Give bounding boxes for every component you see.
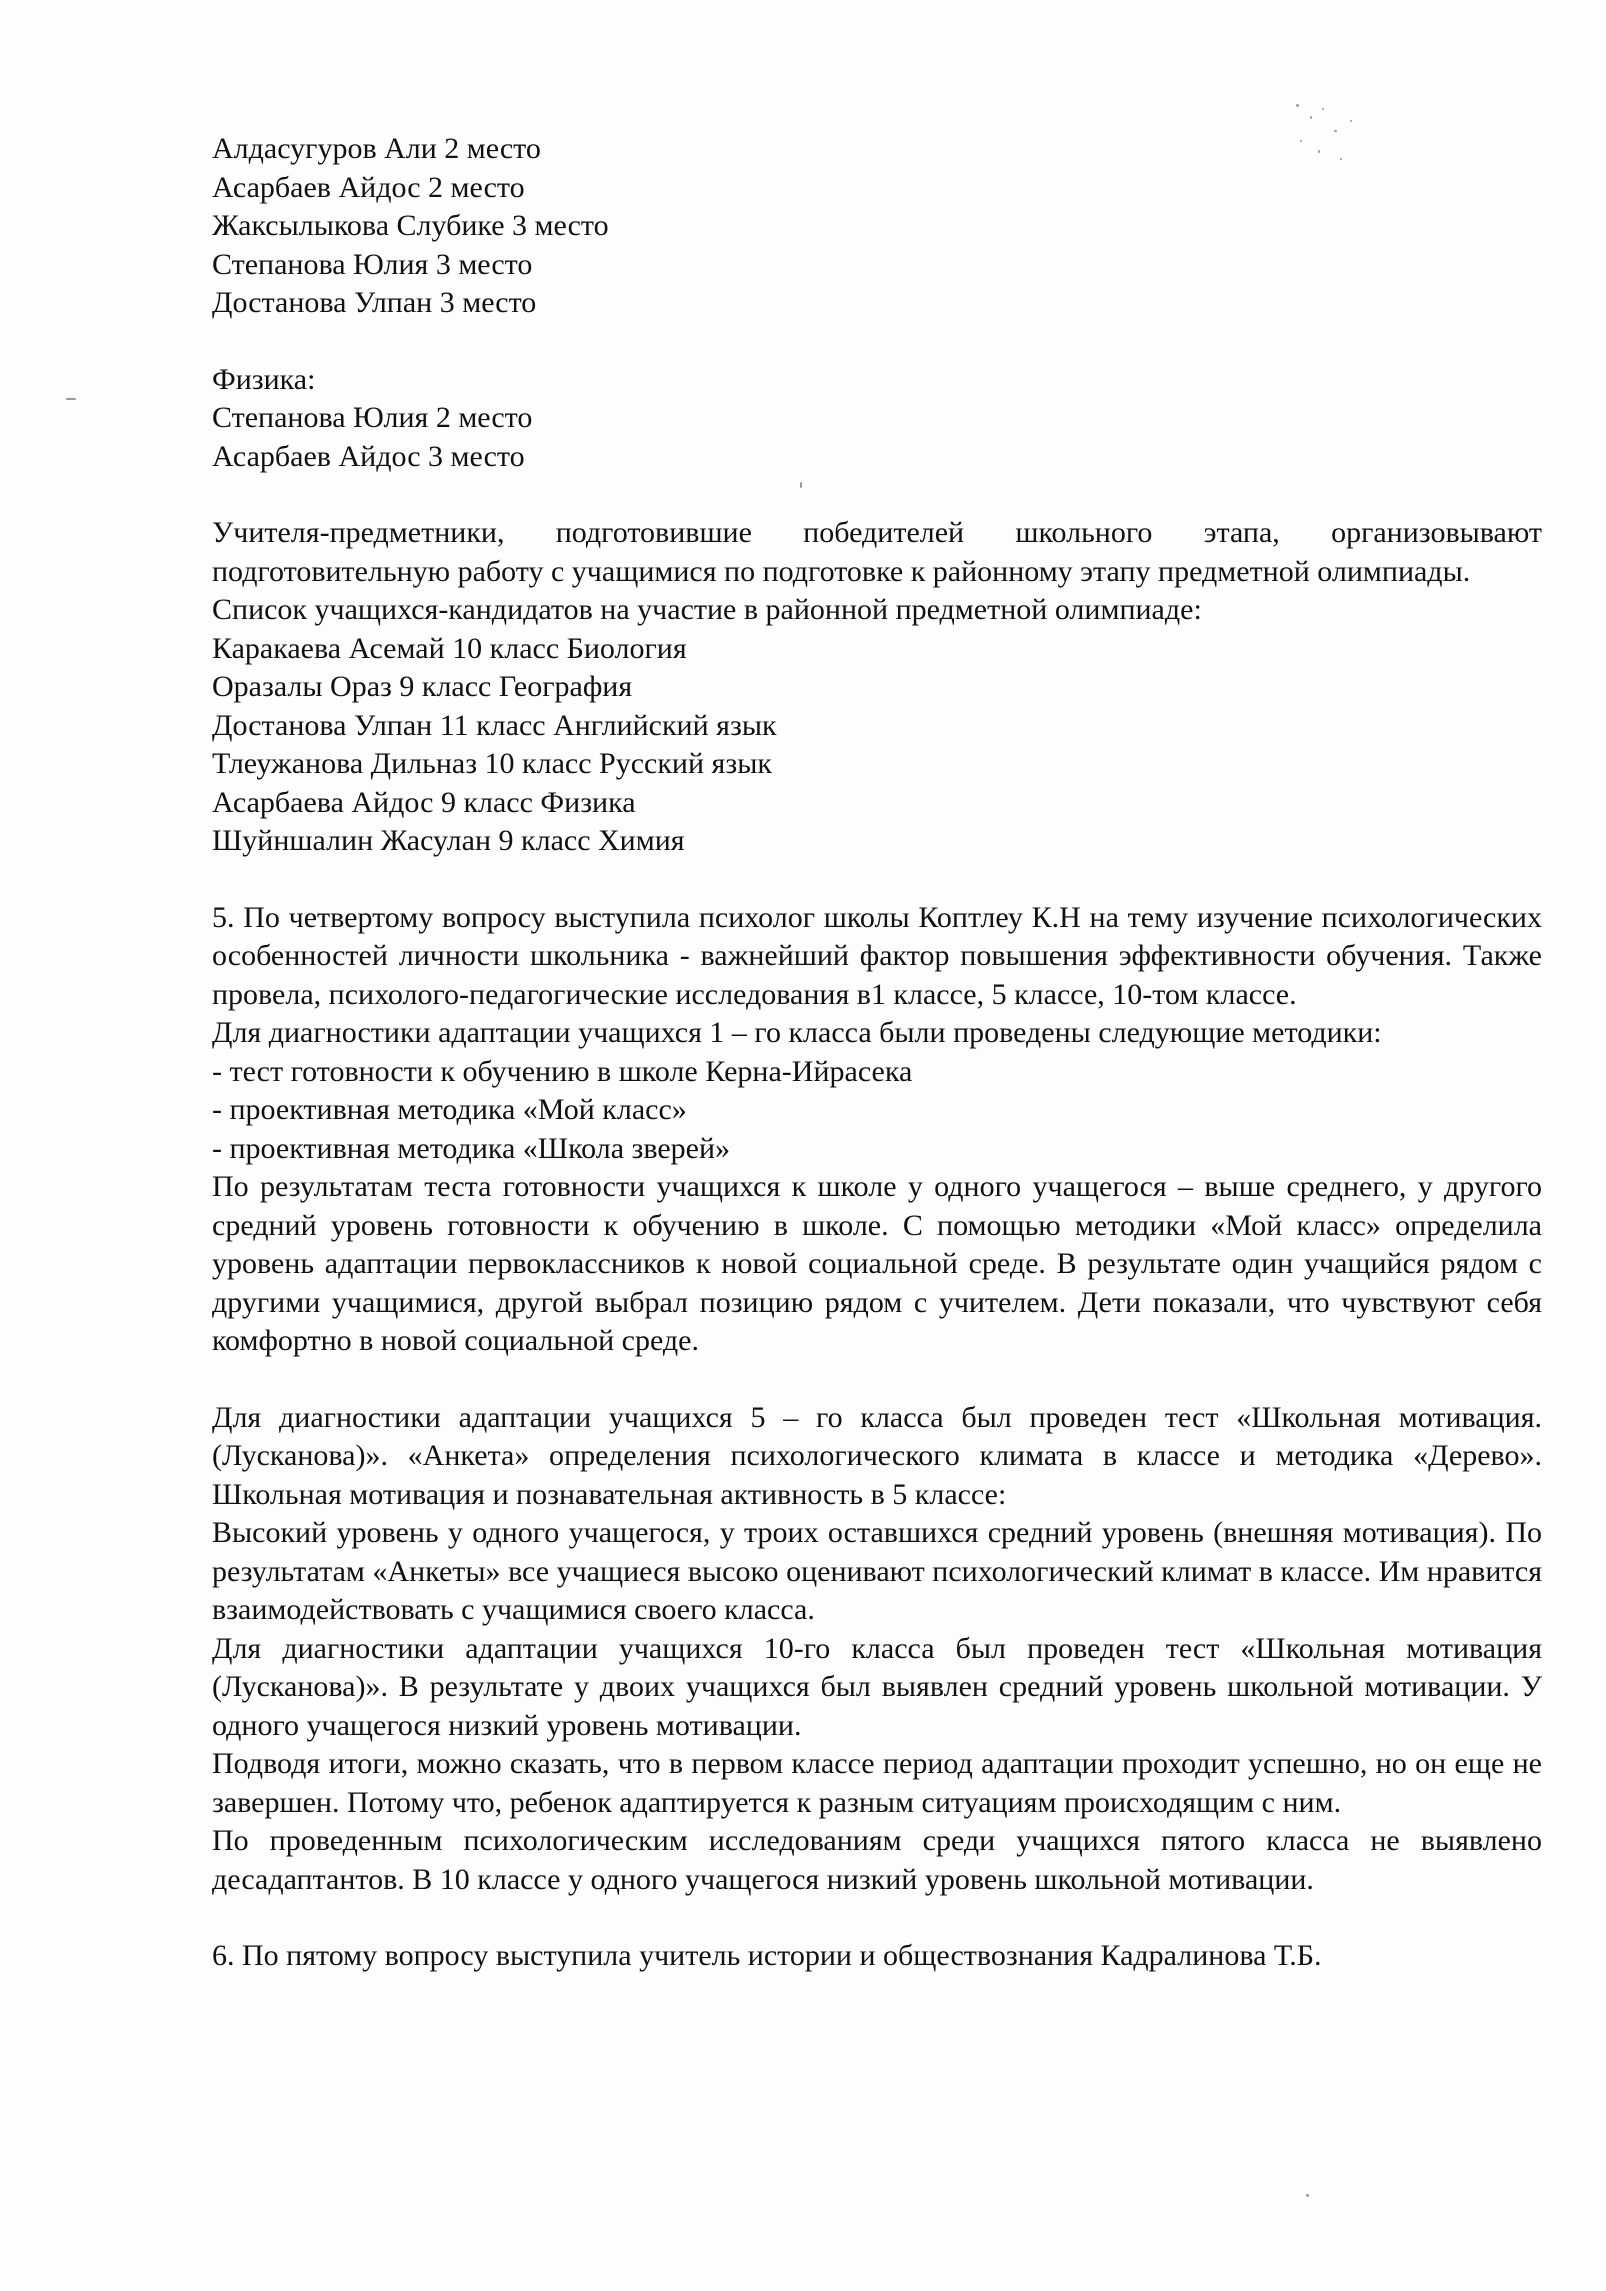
winner-entry: Асарбаев Айдос 2 место (212, 170, 525, 204)
document-body (212, 130, 1542, 1976)
candidates-heading: Список учащихся-кандидатов на участие в районной предметной олимпиаде: (212, 593, 1202, 626)
spacer (212, 476, 1542, 514)
spacer (212, 323, 1542, 361)
section-6: 6. По пятому вопросу выступила учитель истории и обществознания Кадралинова Т.Б. (212, 1939, 1322, 1972)
physics-heading: Физика: (212, 362, 316, 396)
winner-entry: Алдасугуров Али 2 место (212, 132, 541, 165)
winners-list (212, 130, 1542, 323)
candidate-entry: Достанова Улпан 11 класс Английский язык (212, 708, 777, 742)
summary-paragraph: Подводя итоги, можно сказать, что в первом классе период адаптации проходит успешно, но он еще не завершен. Потому что, ребенок адаптируется к разным ситуациям происходящим с ним. (212, 1747, 1542, 1819)
winner-entry: Достанова Улпан 3 место (212, 286, 537, 319)
methods-heading: Для диагностики адаптации учащихся 1 – го класса были проведены следующие методики: (212, 1016, 1382, 1049)
winner-entry: Жаксылыкова Слубике 3 место (212, 209, 609, 242)
scan-mark-left (66, 398, 76, 400)
winner-entry: Асарбаев Айдос 3 место (212, 439, 525, 473)
section-5 (212, 899, 1542, 1900)
candidate-entry: Тлеужанова Дильназ 10 класс Русский язык (212, 747, 772, 780)
grade1-results: По результатам теста готовности учащихся к школе у одного учащегося – выше среднего, у другого средний уровень готовности к обучению в школе. С помощью методики «Мой класс» определила уровень адаптации первоклассников к новой социальной среде. В результате один учащийся рядом с другими учащимися, другой выбрал позицию рядом с учителем. Дети показали, что чувствуют себя комфортно в новой социальной среде. (212, 1170, 1542, 1357)
conclusion-paragraph: По проведенным психологическим исследованиям среди учащихся пятого класса не выявлено десадаптантов. В 10 классе у одного учащегося низкий уровень школьной мотивации. (212, 1824, 1542, 1896)
candidate-entry: Асарбаева Айдос 9 класс Физика (212, 785, 636, 819)
section-5-intro: 5. По четвертому вопросу выступила психолог школы Коптлеу К.Н на тему изучение психологических особенностей личности школьника - важнейший фактор повышения эффективности обучения. Также провела, психолого-педагогические исследования в1 классе, 5 классе, 10-том классе. (212, 900, 1542, 1011)
spacer (212, 1361, 1542, 1399)
candidate-entry: Оразалы Ораз 9 класс География (212, 670, 633, 703)
scan-mark-bottom (1306, 2194, 1309, 2197)
spacer (212, 1899, 1542, 1937)
teachers-paragraph: Учителя-предметники, подготовившие победителей школьного этапа, организовывают подготовительную работу с учащимися по подготовке к районному этапу предметной олимпиады. (212, 516, 1542, 588)
method-item: - проективная методика «Мой класс» (212, 1093, 687, 1126)
physics-section (212, 361, 1542, 477)
grade10-results: Для диагностики адаптации учащихся 10-го класса был проведен тест «Школьная мотивация (Лусканова)». В результате у двоих учащихся был выявлен средний уровень школьной мотивации. У одного учащегося низкий уровень мотивации. (212, 1631, 1542, 1742)
candidate-entry: Каракаева Асемай 10 класс Биология (212, 631, 687, 665)
candidate-entry: Шуйншалин Жасулан 9 класс Химия (212, 824, 685, 857)
spacer (212, 861, 1542, 899)
winner-entry: Степанова Юлия 3 место (212, 247, 533, 281)
winner-entry: Степанова Юлия 2 место (212, 401, 533, 434)
grade5-results: Высокий уровень у одного учащегося, у троих оставшихся средний уровень (внешняя мотивация). По результатам «Анкеты» все учащиеся высоко оценивают психологический климат в классе. Им нравится взаимодействовать с учащимися своего класса. (212, 1516, 1542, 1626)
grade5-intro: Для диагностики адаптации учащихся 5 – го класса был проведен тест «Школьная мотивация. (Лусканова)». «Анкета» определения психологического климата в классе и методика «Дерево». Школьная мотивация и познавательная активность в 5 классе: (212, 1400, 1542, 1511)
method-item: - проективная методика «Школа зверей» (212, 1131, 731, 1165)
method-item: - тест готовности к обучению в школе Керна-Ийрасека (212, 1054, 913, 1088)
candidates-section (212, 591, 1542, 861)
